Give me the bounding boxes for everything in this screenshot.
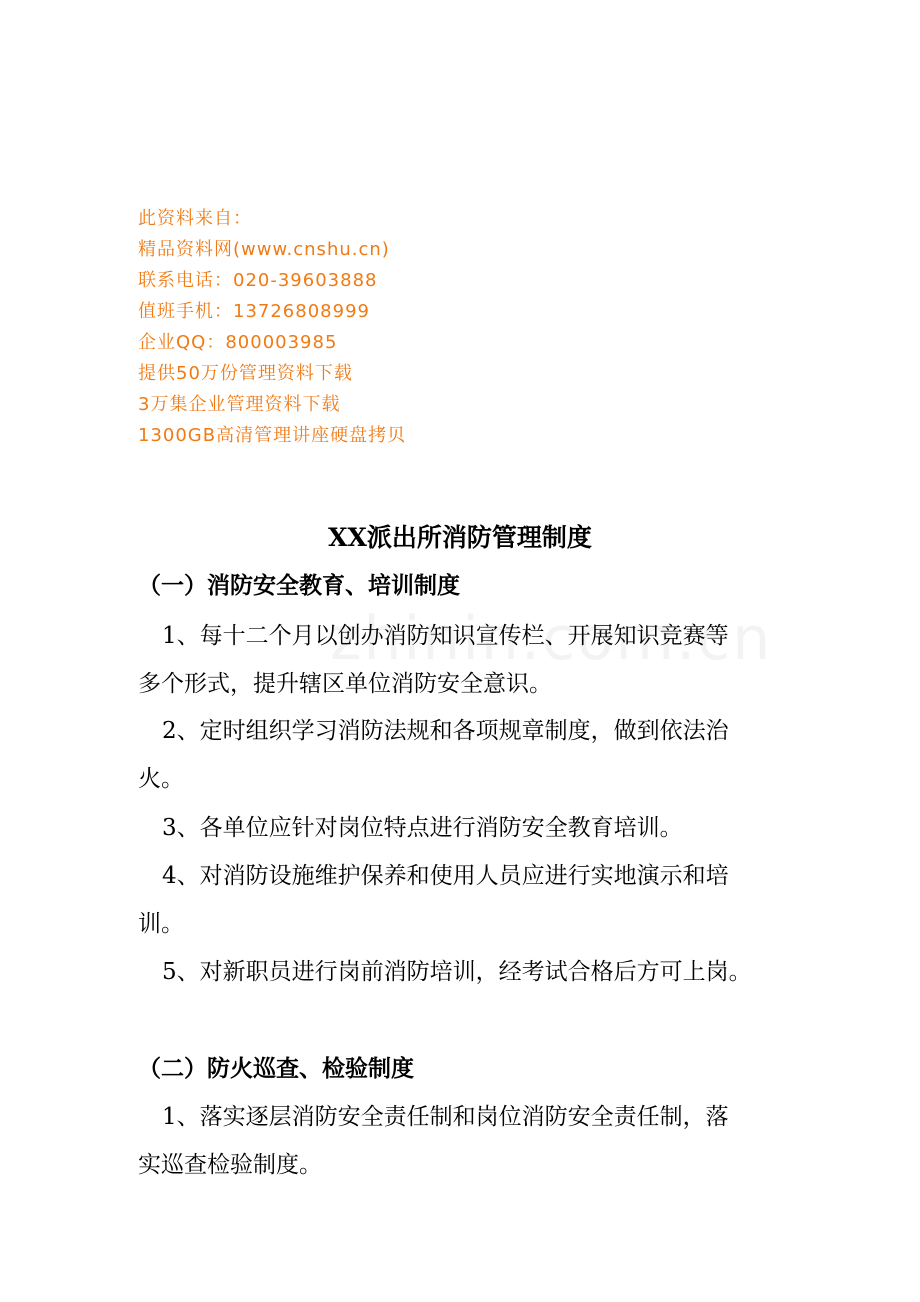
paragraph-line: 多个形式，提升辖区单位消防安全意识。 bbox=[138, 671, 552, 697]
paragraph-line: 2、定时组织学习消防法规和各项规章制度，做到依法治 bbox=[162, 718, 729, 744]
document-title: XX派出所消防管理制度 bbox=[328, 523, 592, 552]
section-heading: （二）防火巡查、检验制度 bbox=[138, 1055, 414, 1082]
promo-line: 值班手机：13726808999 bbox=[138, 301, 370, 322]
paragraph-line: 5、对新职员进行岗前消防培训，经考试合格后方可上岗。 bbox=[162, 959, 752, 985]
paragraph-line: 1、落实逐层消防安全责任制和岗位消防安全责任制，落 bbox=[162, 1104, 729, 1130]
paragraph-line: 4、对消防设施维护保养和使用人员应进行实地演示和培 bbox=[162, 863, 729, 889]
promo-line: 企业QQ：800003985 bbox=[138, 332, 338, 353]
promo-line: 此资料来自： bbox=[138, 208, 252, 229]
paragraph-line: 训。 bbox=[138, 911, 184, 937]
paragraph-line: 3、各单位应针对岗位特点进行消防安全教育培训。 bbox=[162, 815, 683, 841]
promo-line: 1300GB高清管理讲座硬盘拷贝 bbox=[138, 425, 407, 446]
paragraph bbox=[138, 804, 683, 852]
section-heading: （一）消防安全教育、培训制度 bbox=[138, 572, 460, 599]
promo-line: 精品资料网(www.cnshu.cn) bbox=[138, 239, 390, 260]
promo-block bbox=[138, 203, 406, 451]
promo-line: 联系电话：020-39603888 bbox=[138, 270, 378, 291]
paragraph bbox=[138, 948, 752, 996]
paragraph bbox=[138, 612, 729, 708]
promo-line: 3万集企业管理资料下载 bbox=[138, 394, 341, 415]
paragraph bbox=[138, 1093, 729, 1189]
paragraph-line: 1、每十二个月以创办消防知识宣传栏、开展知识竞赛等 bbox=[162, 623, 729, 649]
promo-line: 提供50万份管理资料下载 bbox=[138, 363, 353, 384]
paragraph-line: 实巡查检验制度。 bbox=[138, 1152, 322, 1178]
paragraph bbox=[138, 707, 729, 803]
paragraph bbox=[138, 852, 729, 948]
paragraph-line: 火。 bbox=[138, 766, 184, 792]
